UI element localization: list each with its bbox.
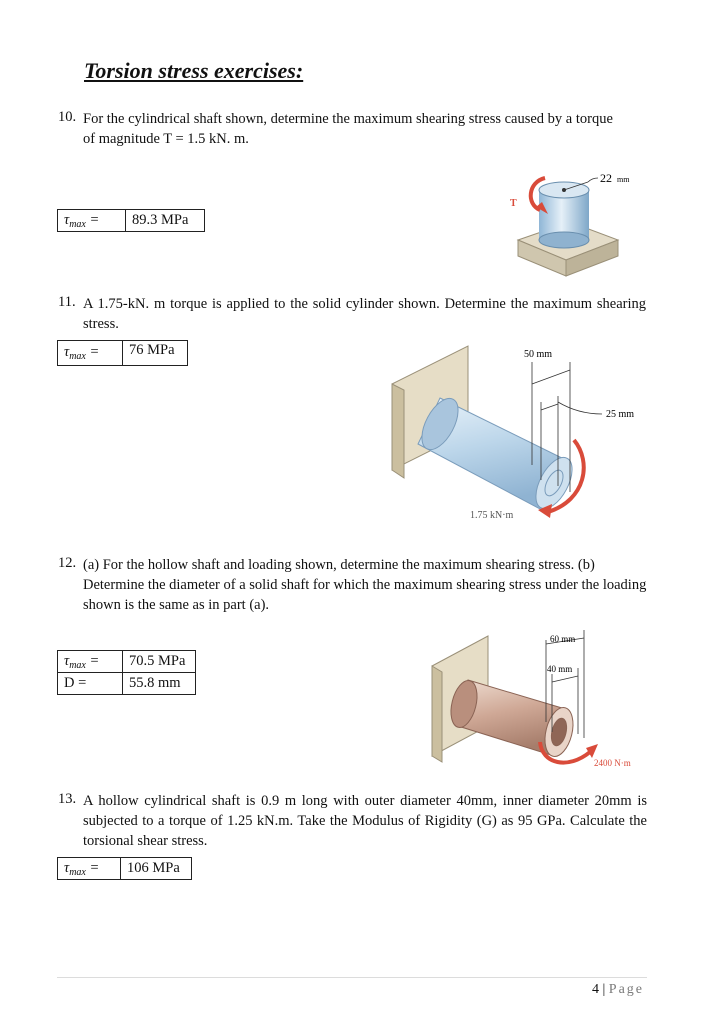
figure-10-solid-shaft	[500, 160, 645, 285]
page-label: Page	[608, 982, 644, 997]
question-10-answer-box	[57, 209, 205, 232]
figure-10-torque-label: T	[510, 198, 517, 209]
tau-max-label: $\tau_{max}$ =	[58, 651, 123, 673]
footer-divider	[57, 977, 647, 978]
question-12-number: 12.	[58, 555, 77, 571]
page-footer	[592, 982, 644, 998]
figure-10-dim: 22	[600, 171, 612, 185]
diameter-label: D =	[58, 673, 123, 695]
page-number: 4	[591, 982, 599, 997]
question-10-answer-value: 89.3 MPa	[126, 210, 205, 232]
tau-max-label: $\tau_{max}$ =	[58, 341, 123, 366]
figure-12-dim-60: 60 mm	[550, 634, 576, 644]
question-11-answer-value: 76 MPa	[123, 341, 188, 366]
figure-11-dim-50: 50 mm	[524, 349, 553, 360]
figure-12-dim-40: 40 mm	[547, 664, 573, 674]
figure-11-solid-cylinder	[388, 340, 650, 525]
question-11-number: 11.	[58, 294, 76, 310]
question-12-answer-box	[57, 650, 196, 695]
question-12-text: (a) For the hollow shaft and loading shown, determine the maximum shearing stress. (b) Determine the diameter of a solid shaft for which the maximum shearing stress under the loading shown is the same as in part (a).	[83, 557, 647, 613]
question-12-answer-value: 70.5 MPa	[123, 651, 196, 673]
figure-10-dim-unit: mm	[617, 175, 630, 184]
question-10-number: 10.	[58, 109, 77, 125]
tau-max-label: $\tau_{max}$ =	[58, 210, 126, 232]
tau-max-label: $\tau_{max}$ =	[58, 858, 121, 880]
question-13-answer-box	[57, 857, 192, 880]
question-13-number: 13.	[58, 791, 77, 807]
question-11-answer-box	[57, 340, 188, 366]
question-10-text: For the cylindrical shaft shown, determine the maximum shearing stress caused by a torque of magnitude T = 1.5 kN. m.	[83, 111, 613, 147]
page-separator: |	[602, 982, 606, 997]
figure-12-hollow-shaft	[428, 622, 653, 780]
figure-11-dim-25: 25 mm	[606, 409, 635, 420]
figure-12-torque-label: 2400 N·m	[594, 758, 631, 768]
question-12-answer2-value: 55.8 mm	[123, 673, 196, 695]
question-13-text: A hollow cylindrical shaft is 0.9 m long with outer diameter 40mm, inner diameter 20mm is subjected to a torque of 1.25 kN.m. Take the Modulus of Rigidity (G) as 95 GPa. Calculate the torsional shear stress.	[83, 793, 647, 849]
question-13-answer-value: 106 MPa	[121, 858, 192, 880]
figure-11-torque-label: 1.75 kN·m	[470, 510, 514, 521]
page-title: Torsion stress exercises:	[84, 58, 304, 83]
question-11-text: A 1.75-kN. m torque is applied to the solid cylinder shown. Determine the maximum shearing stress.	[83, 296, 646, 332]
